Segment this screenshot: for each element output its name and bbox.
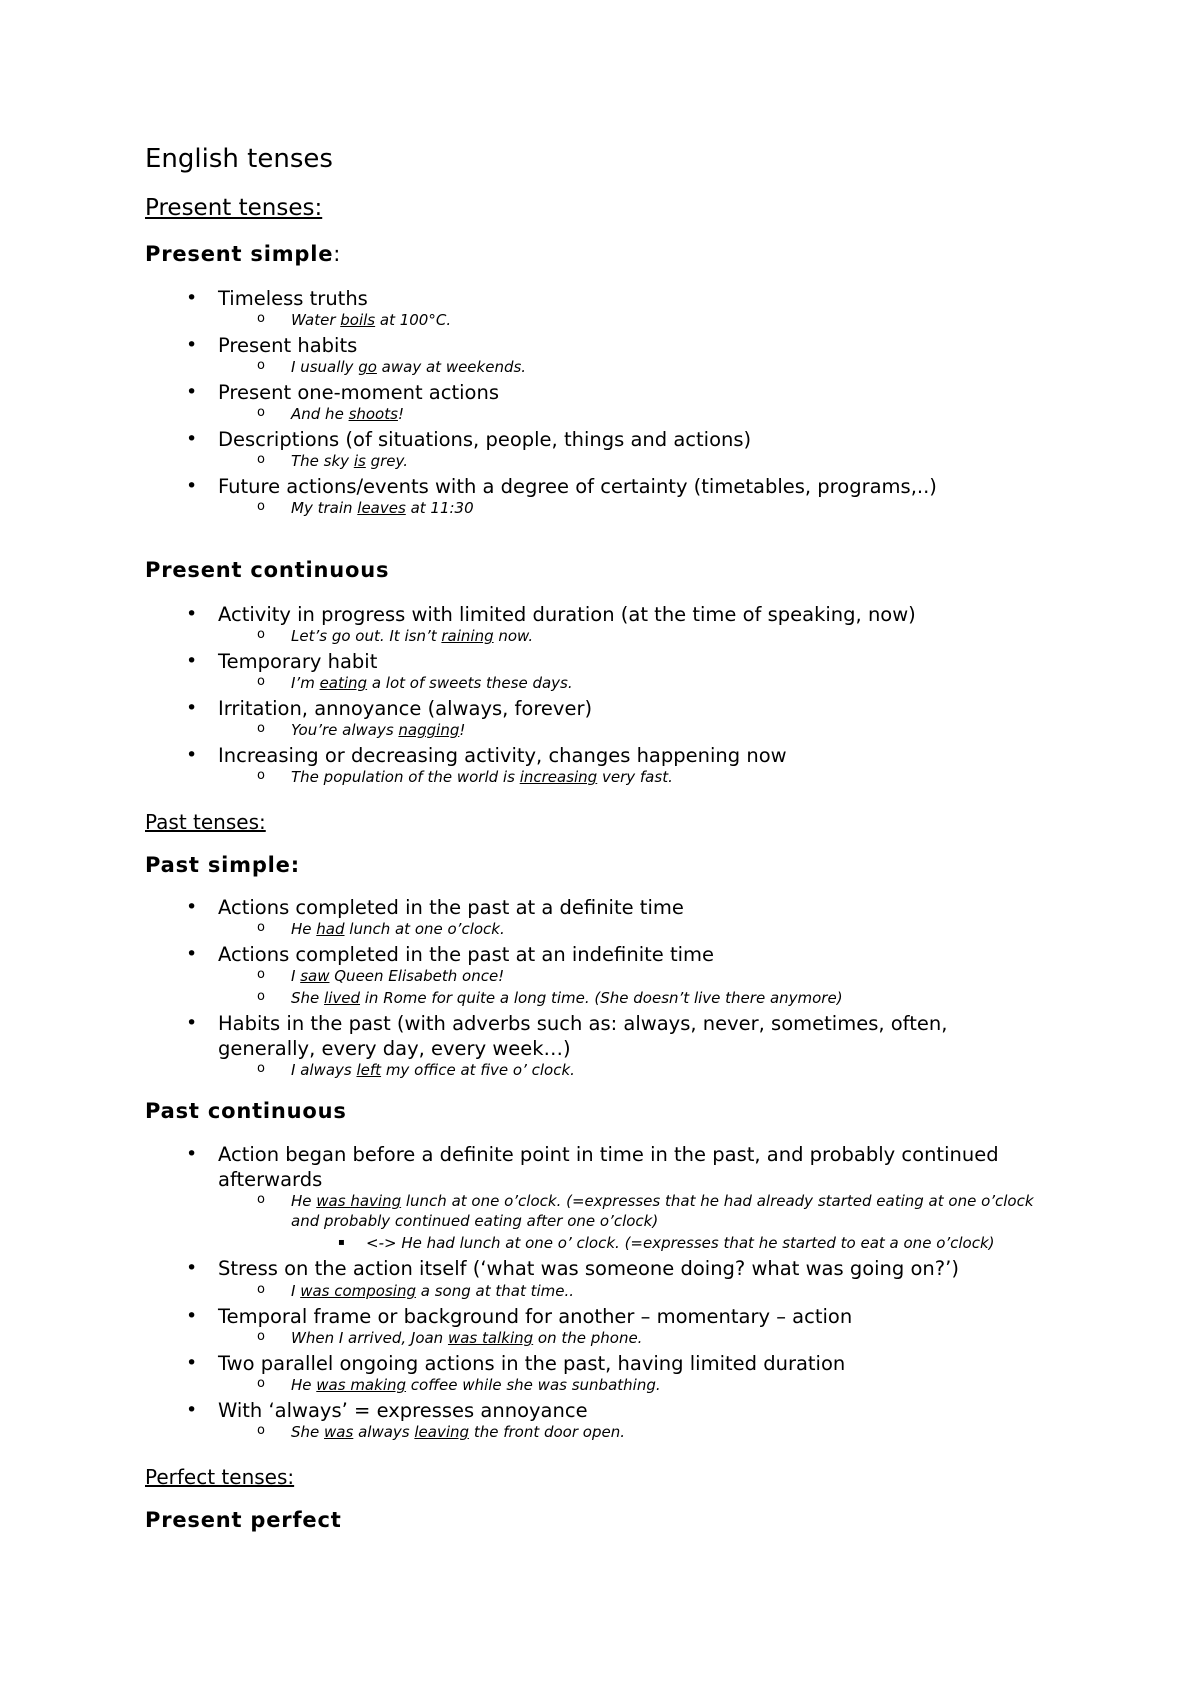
example-item: o The sky is grey. <box>257 452 408 470</box>
heading-present-perfect: Present perfect <box>145 1508 342 1532</box>
list-item: • Habits in the past (with adverbs such as: always, never, sometimes, often, generally, every day, every week…) <box>186 1012 948 1060</box>
list-item: • Two parallel ongoing actions in the past, having limited duration <box>186 1352 846 1375</box>
example-item: o My train leaves at 11:30 <box>257 499 474 517</box>
heading-present-simple: Present simple: <box>145 242 342 266</box>
example-item: o I’m eating a lot of sweets these days. <box>257 674 573 692</box>
example-item: o I was composing a song at that time.. <box>257 1282 575 1300</box>
heading-past-continuous: Past continuous <box>145 1099 347 1123</box>
example-item: o He was making coffee while she was sunbathing. <box>257 1376 661 1394</box>
list-item: • Future actions/events with a degree of certainty (timetables, programs,..) <box>186 475 937 498</box>
example-item: o You’re always nagging! <box>257 721 466 739</box>
list-item: • Actions completed in the past at an indefinite time <box>186 943 715 966</box>
list-item: • Descriptions (of situations, people, things and actions) <box>186 428 752 451</box>
list-item: • Action began before a definite point in time in the past, and probably continued afterwards <box>186 1143 999 1191</box>
heading-present-continuous: Present continuous <box>145 558 390 582</box>
list-item: • Present one-moment actions <box>186 381 499 404</box>
list-item: • Irritation, annoyance (always, forever) <box>186 697 593 720</box>
example-item: o And he shoots! <box>257 405 404 423</box>
example-item: o Water boils at 100°C. <box>257 311 452 329</box>
list-item: • Temporary habit <box>186 650 378 673</box>
example-item: o He had lunch at one o’clock. <box>257 920 505 938</box>
example-item: o The population of the world is increasing very fast. <box>257 768 673 786</box>
example-item: o He was having lunch at one o’clock. (=expresses that he had already started eating at one o’clock and probably continued eating after one o’clock) <box>257 1192 1034 1230</box>
document-title: English tenses <box>145 144 333 174</box>
list-item: • Timeless truths <box>186 287 368 310</box>
example-sub-item: ▪ <-> He had lunch at one o’ clock. (=expresses that he started to eat a one o’clock) <box>338 1234 995 1252</box>
heading-present-tenses: Present tenses: <box>145 195 323 221</box>
list-item: • With ‘always’ = expresses annoyance <box>186 1399 588 1422</box>
example-item: o She was always leaving the front door open. <box>257 1423 625 1441</box>
list-item: • Stress on the action itself (‘what was someone doing? what was going on?’) <box>186 1257 959 1280</box>
heading-past-tenses: Past tenses: <box>145 810 266 834</box>
example-item: o When I arrived, Joan was talking on the phone. <box>257 1329 643 1347</box>
list-item: • Temporal frame or background for another – momentary – action <box>186 1305 853 1328</box>
example-item: o I usually go away at weekends. <box>257 358 527 376</box>
list-item: • Actions completed in the past at a definite time <box>186 896 684 919</box>
example-item: o I saw Queen Elisabeth once! <box>257 967 505 985</box>
list-item: • Present habits <box>186 334 358 357</box>
example-item: o She lived in Rome for quite a long time. (She doesn’t live there anymore) <box>257 989 843 1007</box>
heading-perfect-tenses: Perfect tenses: <box>145 1465 295 1489</box>
list-item: • Increasing or decreasing activity, changes happening now <box>186 744 787 767</box>
example-item: o I always left my office at five o’ clock. <box>257 1061 575 1079</box>
heading-past-simple: Past simple: <box>145 853 300 877</box>
example-item: o Let’s go out. It isn’t raining now. <box>257 627 534 645</box>
list-item: • Activity in progress with limited duration (at the time of speaking, now) <box>186 603 916 626</box>
